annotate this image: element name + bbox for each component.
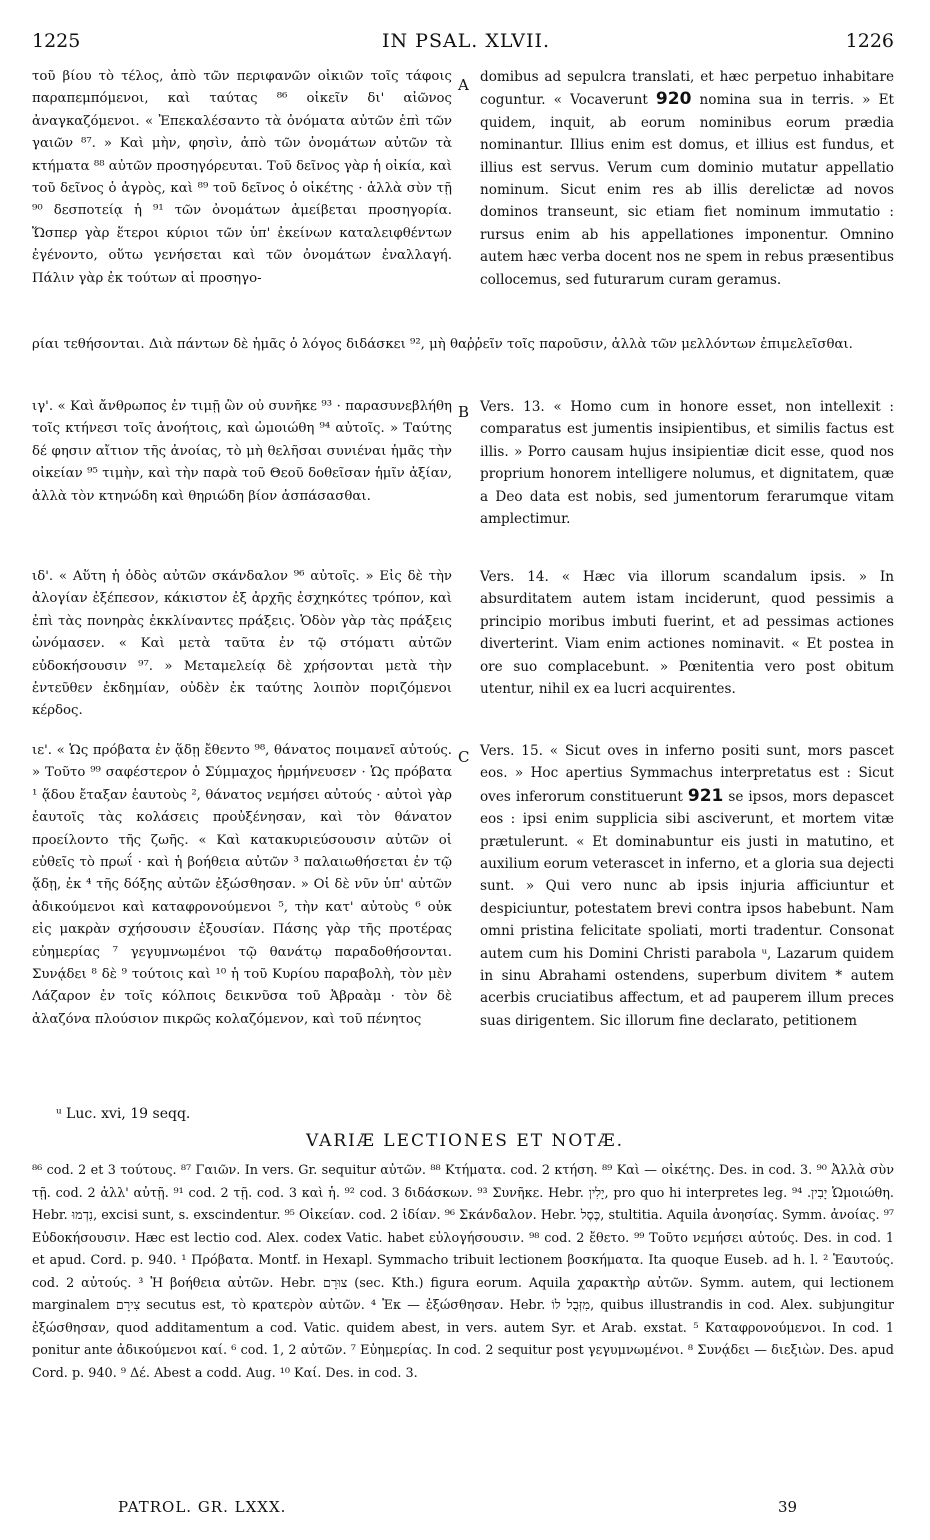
notes-title: VARIÆ LECTIONES ET NOTÆ. [305, 1131, 625, 1151]
latin-intro-part-b: nomina sua in terris. » Et quidem, inquit, ab eorum nominibus eorum prædia nominantur. Illius enim est domus, et illius est fundus, et illius est servus. Verum cum dominio mutatur appellatio nominum. Sicut enim res ab illis derelictæ ad novos dominos transeunt, sic etiam fiet nominum immutatio : rursus enim ab his appellationes imponentur. Omnino autem hæc verba docent nos ne spem in rebus præsentibus collocemus, sed futurarum curam geramus. [480, 92, 894, 288]
latin-verse-15 [480, 740, 894, 1032]
footer-sheet-number: 39 [778, 1498, 798, 1516]
page-number-right: 1226 [845, 30, 894, 52]
margin-letter-c: C [458, 748, 470, 766]
latin-v15-part-b: se ipsos, mors depascet eos : ipsi enim supplicia sibi asciverunt, et mortem vitæ prætulerunt. « Et dominabuntur eis justi in matutino, et auxilium eorum veterascet in inferno, et a gloria sua dejecti sunt. » Qui vero nunc ab ipsis injuria afficiuntur et despiciuntur, potestatem brevi contra ipsos habebunt. Nam omni pristina felicitate spoliati, morti tradentur. Consonat autem cum his Domini Christi parabola ᵘ, Lazarum quidem in sinu Abrahami ostendens, superbum divitem * autem acerbis cruciatibus affectum, et ad pauperem illum preces suas dirigentem. Sic illorum fine declarato, petitionem [480, 788, 894, 1029]
column-number-921: 921 [687, 785, 724, 806]
margin-letter-a: A [458, 76, 469, 94]
page-header [0, 30, 930, 62]
greek-verse-15: ιε'. « Ὡς πρόβατα ἐν ᾅδῃ ἔθεντο ⁹⁸, θάνατος ποιμανεῖ αὐτούς. » Τοῦτο ⁹⁹ σαφέστερον ὁ Σύμμαχος ἡρμήνευσεν · Ὡς πρόβατα ¹ ᾅδου ἔταξαν ἑαυτοὺς ², θάνατος νεμήσει αὐτούς · αὐτοὶ γὰρ ἑαυτοῖς τὰς κολάσεις προὐξένησαν, καὶ τὸν θάνατον προείλοντο τῆς ζωῆς. « Καὶ κατακυριεύσουσιν αὐτῶν οἱ εὐθεῖς τὸ πρωΐ · καὶ ἡ βοήθεια αὐτῶν ³ παλαιωθήσεται ἐν τῷ ᾅδῃ, ἐκ ⁴ τῆς δόξης αὐτῶν ἐξώσθησαν. » Οἱ δὲ νῦν ὑπ' αὐτῶν ἀδικούμενοι καὶ καταφρονούμενοι ⁵, τὴν κατ' αὐτοὺς ⁶ οὐκ εἰς μακρὰν σχήσουσιν ἐξουσίαν. Πάσης γὰρ τῆς προτέρας εὐημερίας ⁷ γεγυμνωμένοι τῷ θανάτῳ παραδοθήσονται. Συνᾴδει ⁸ δὲ ⁹ τούτοις καὶ ¹⁰ ἡ τοῦ Κυρίου παραβολὴ, τὸν μὲν Λάζαρον ἐν τοῖς κόλποις δεικνῦσα τοῦ Ἀβραὰμ · τὸν δὲ ἀλαζόνα πλούσιον πικρῶς κολαζόμενον, καὶ τοῦ πένητος [32, 743, 452, 1027]
running-title: IN PSAL. XLVII. [382, 30, 551, 52]
greek-continuation: ρίαι τεθήσονται. Διὰ πάντων δὲ ἡμᾶς ὁ λόγος διδάσκει ⁹², μὴ θαῤῥεῖν τοῖς παροῦσιν, ἀλλὰ τῶν μελλόντων ἐπιμελεῖσθαι. [32, 337, 853, 352]
column-number-920: 920 [655, 89, 692, 110]
footnote: ᵘ Luc. xvi, 19 seqq. [56, 1106, 191, 1122]
notes-body: ⁸⁶ cod. 2 et 3 τούτους. ⁸⁷ Γαιῶν. In vers. Gr. sequitur αὐτῶν. ⁸⁸ Κτήματα. cod. 2 κτήση. ⁸⁹ Καὶ — οἰκέτης. Des. in cod. 3. ⁹⁰ Ἀλλὰ σὺν τῇ. cod. 2 ἀλλ' αὐτῇ. ⁹¹ cod. 2 τῇ. cod. 3 καὶ ἡ. ⁹² cod. 3 διδάσκων. ⁹³ Συνῆκε. Hebr. יָלִין, pro quo hi interpretes leg. יָבִין. ⁹⁴ Ὡμοιώθη. Hebr. נִדְמוּ, excisi sunt, s. exscindentur. ⁹⁵ Οἰκείαν. cod. 2 ἰδίαν. ⁹⁶ Σκάνδαλον. Hebr. כֶּסֶל, stultitia. Aquila ἀνοησίας. Symm. ἀνοίας. ⁹⁷ Εὐδοκήσουσιν. Hæc est lectio cod. Alex. codex Vatic. habet εὐλογήσουσιν. ⁹⁸ cod. 2 ἔθετο. ⁹⁹ Τοῦτο νεμήσει αὐτούς. Des. in cod. 1 et apud. Cord. p. 940. ¹ Πρόβατα. Montf. in Hexapl. Symmacho tribuit lectionem βοσκήματα. Ita quoque Euseb. ad h. l. ² Ἑαυτούς. cod. 2 αὐτούς. ³ Ἡ βοήθεια αὐτῶν. Hebr. צוּרָם (sec. Kth.) figura eorum. Aquila χαρακτὴρ αὐτῶν. Symm. autem, qui lectionem marginalem צִירָם secutus est, τὸ κρατερὸν αὐτῶν. ⁴ Ἐκ — ἐξώσθησαν. Hebr. מִזְּבֻל לוֹ, quibus illustrandis in cod. Alex. subjungitur ἐξώσθησαν, quod additamentum a cod. Vatic. quidem abest, in vers. autem Syr. et Arab. exstat. ⁵ Καταφρονούμενοι. In cod. 1 ponitur ante ἀδικούμενοι καί. ⁶ cod. 1, 2 αὐτῶν. ⁷ Εὐημερίας. In cod. 2 sequitur post γεγυμνωμένοι. ⁸ Συνᾴδει — διεξιὼν. Des. apud Cord. p. 940. ⁹ Δέ. Abest a codd. Aug. ¹⁰ Καί. Des. in cod. 3. [32, 1163, 895, 1381]
footer-volume: PATROL. GR. LXXX. [118, 1498, 287, 1516]
latin-v15-part-a: Vers. 15. « Sicut oves in inferno positi sunt, mors pascet eos. » Hoc apertius Symmachus interpretatus est : Sicut oves inferorum constituerunt [480, 743, 894, 805]
latin-verse-14: Vers. 14. « Hæc via illorum scandalum ipsis. » In absurditatem autem istam inciderunt, quod pessimis a principio moribus imbuti fuerint, et ad pessimas actiones diverterint. Viam enim actiones nominavit. « Et postea in ore suo complacebunt. » Pœnitentia vero post obitum utentur, nihil ex ea lucri acquirentes. [480, 569, 894, 698]
latin-paragraph-intro [480, 66, 894, 291]
greek-verse-14: ιδ'. « Αὕτη ἡ ὁδὸς αὐτῶν σκάνδαλον ⁹⁶ αὐτοῖς. » Εἰς δὲ τὴν ἀλογίαν ἐξέπεσον, κάκιστον ἐξ ἀρχῆς ἐσχηκότες τρόπον, καὶ ἐπὶ τὰς πονηρὰς ἐκκλίναντες πράξεις. Ὁδὸν γὰρ τὰς πράξεις ὠνόμασεν. « Καὶ μετὰ ταῦτα ἐν τῷ στόματι αὐτῶν εὐδοκήσουσιν ⁹⁷. » Μεταμελείᾳ δὲ χρήσονται μετὰ τὴν ἐντεῦθεν ἐκδημίαν, οὐδὲν ἐκ ταύτης λοιπὸν ποριζόμενοι κέρδος. [32, 569, 452, 719]
latin-intro-part-a: domibus ad sepulcra translati, et hæc perpetuo inhabitare coguntur. « Vocaverunt [480, 69, 894, 109]
greek-paragraph-intro: τοῦ βίου τὸ τέλος, ἀπὸ τῶν περιφανῶν οἰκιῶν τοῖς τάφοις παραπεμπόμενοι, καὶ ταύτας ⁸⁶ οἰκεῖν δι' αἰῶνος ἀναγκαζόμενοι. « Ἐπεκαλέσαντο τὰ ὀνόματα αὐτῶν ἐπὶ τῶν γαιῶν ⁸⁷. » Καὶ μὴν, φησὶν, ἀπὸ τῶν ὀνομάτων αὐτῶν τὰ κτήματα ⁸⁸ αὐτῶν προσηγόρευται. Τοῦ δεῖνος γὰρ ἡ οἰκία, καὶ τοῦ δεῖνος ὁ ἀγρὸς, καὶ ⁸⁹ τοῦ δεῖνος ὁ οἰκέτης · ἀλλὰ σὺν τῇ ⁹⁰ δεσποτείᾳ ἡ ⁹¹ τῶν ὀνομάτων ἀμείβεται προσηγορία. Ὥσπερ γὰρ ἕτεροι κύριοι τῶν ὑπ' ἐκείνων καταλειφθέντων ἐγένοντο, οὕτω γενήσεται καὶ τῶν ὀνομάτων ἐναλλαγή. Πάλιν γὰρ ἐκ τούτων αἱ προσηγο- [32, 69, 452, 286]
greek-verse-13: ιγ'. « Καὶ ἄνθρωπος ἐν τιμῇ ὢν οὐ συνῆκε ⁹³ · παρασυνεβλήθη τοῖς κτήνεσι τοῖς ἀνοήτοις, καὶ ὡμοιώθη ⁹⁴ αὐτοῖς. » Ταύτης δέ φησιν αἴτιον τῆς ἀνοίας, τὸ μὴ θελῆσαι συνιέναι ἡμᾶς τὴν οἰκείαν ⁹⁵ τιμὴν, καὶ τὴν παρὰ τοῦ Θεοῦ δοθεῖσαν ἡμῖν ἀξίαν, ἀλλὰ τὸν κτηνώδη καὶ θηριώδη βίον ἀσπάσασθαι. [32, 399, 452, 504]
page-footer [0, 1498, 930, 1522]
page-number-left: 1225 [32, 30, 81, 52]
margin-letter-b: B [458, 403, 470, 421]
latin-verse-13: Vers. 13. « Homo cum in honore esset, non intellexit : comparatus est jumentis insipientibus, et similis factus est illis. » Porro causam hujus insipientiæ dicit esse, quod nos proprium honorem intelligere nolumus, et dignitatem, quæ a Deo data est nobis, sed jumentorum ferarumque vitam amplectimur. [480, 399, 894, 528]
